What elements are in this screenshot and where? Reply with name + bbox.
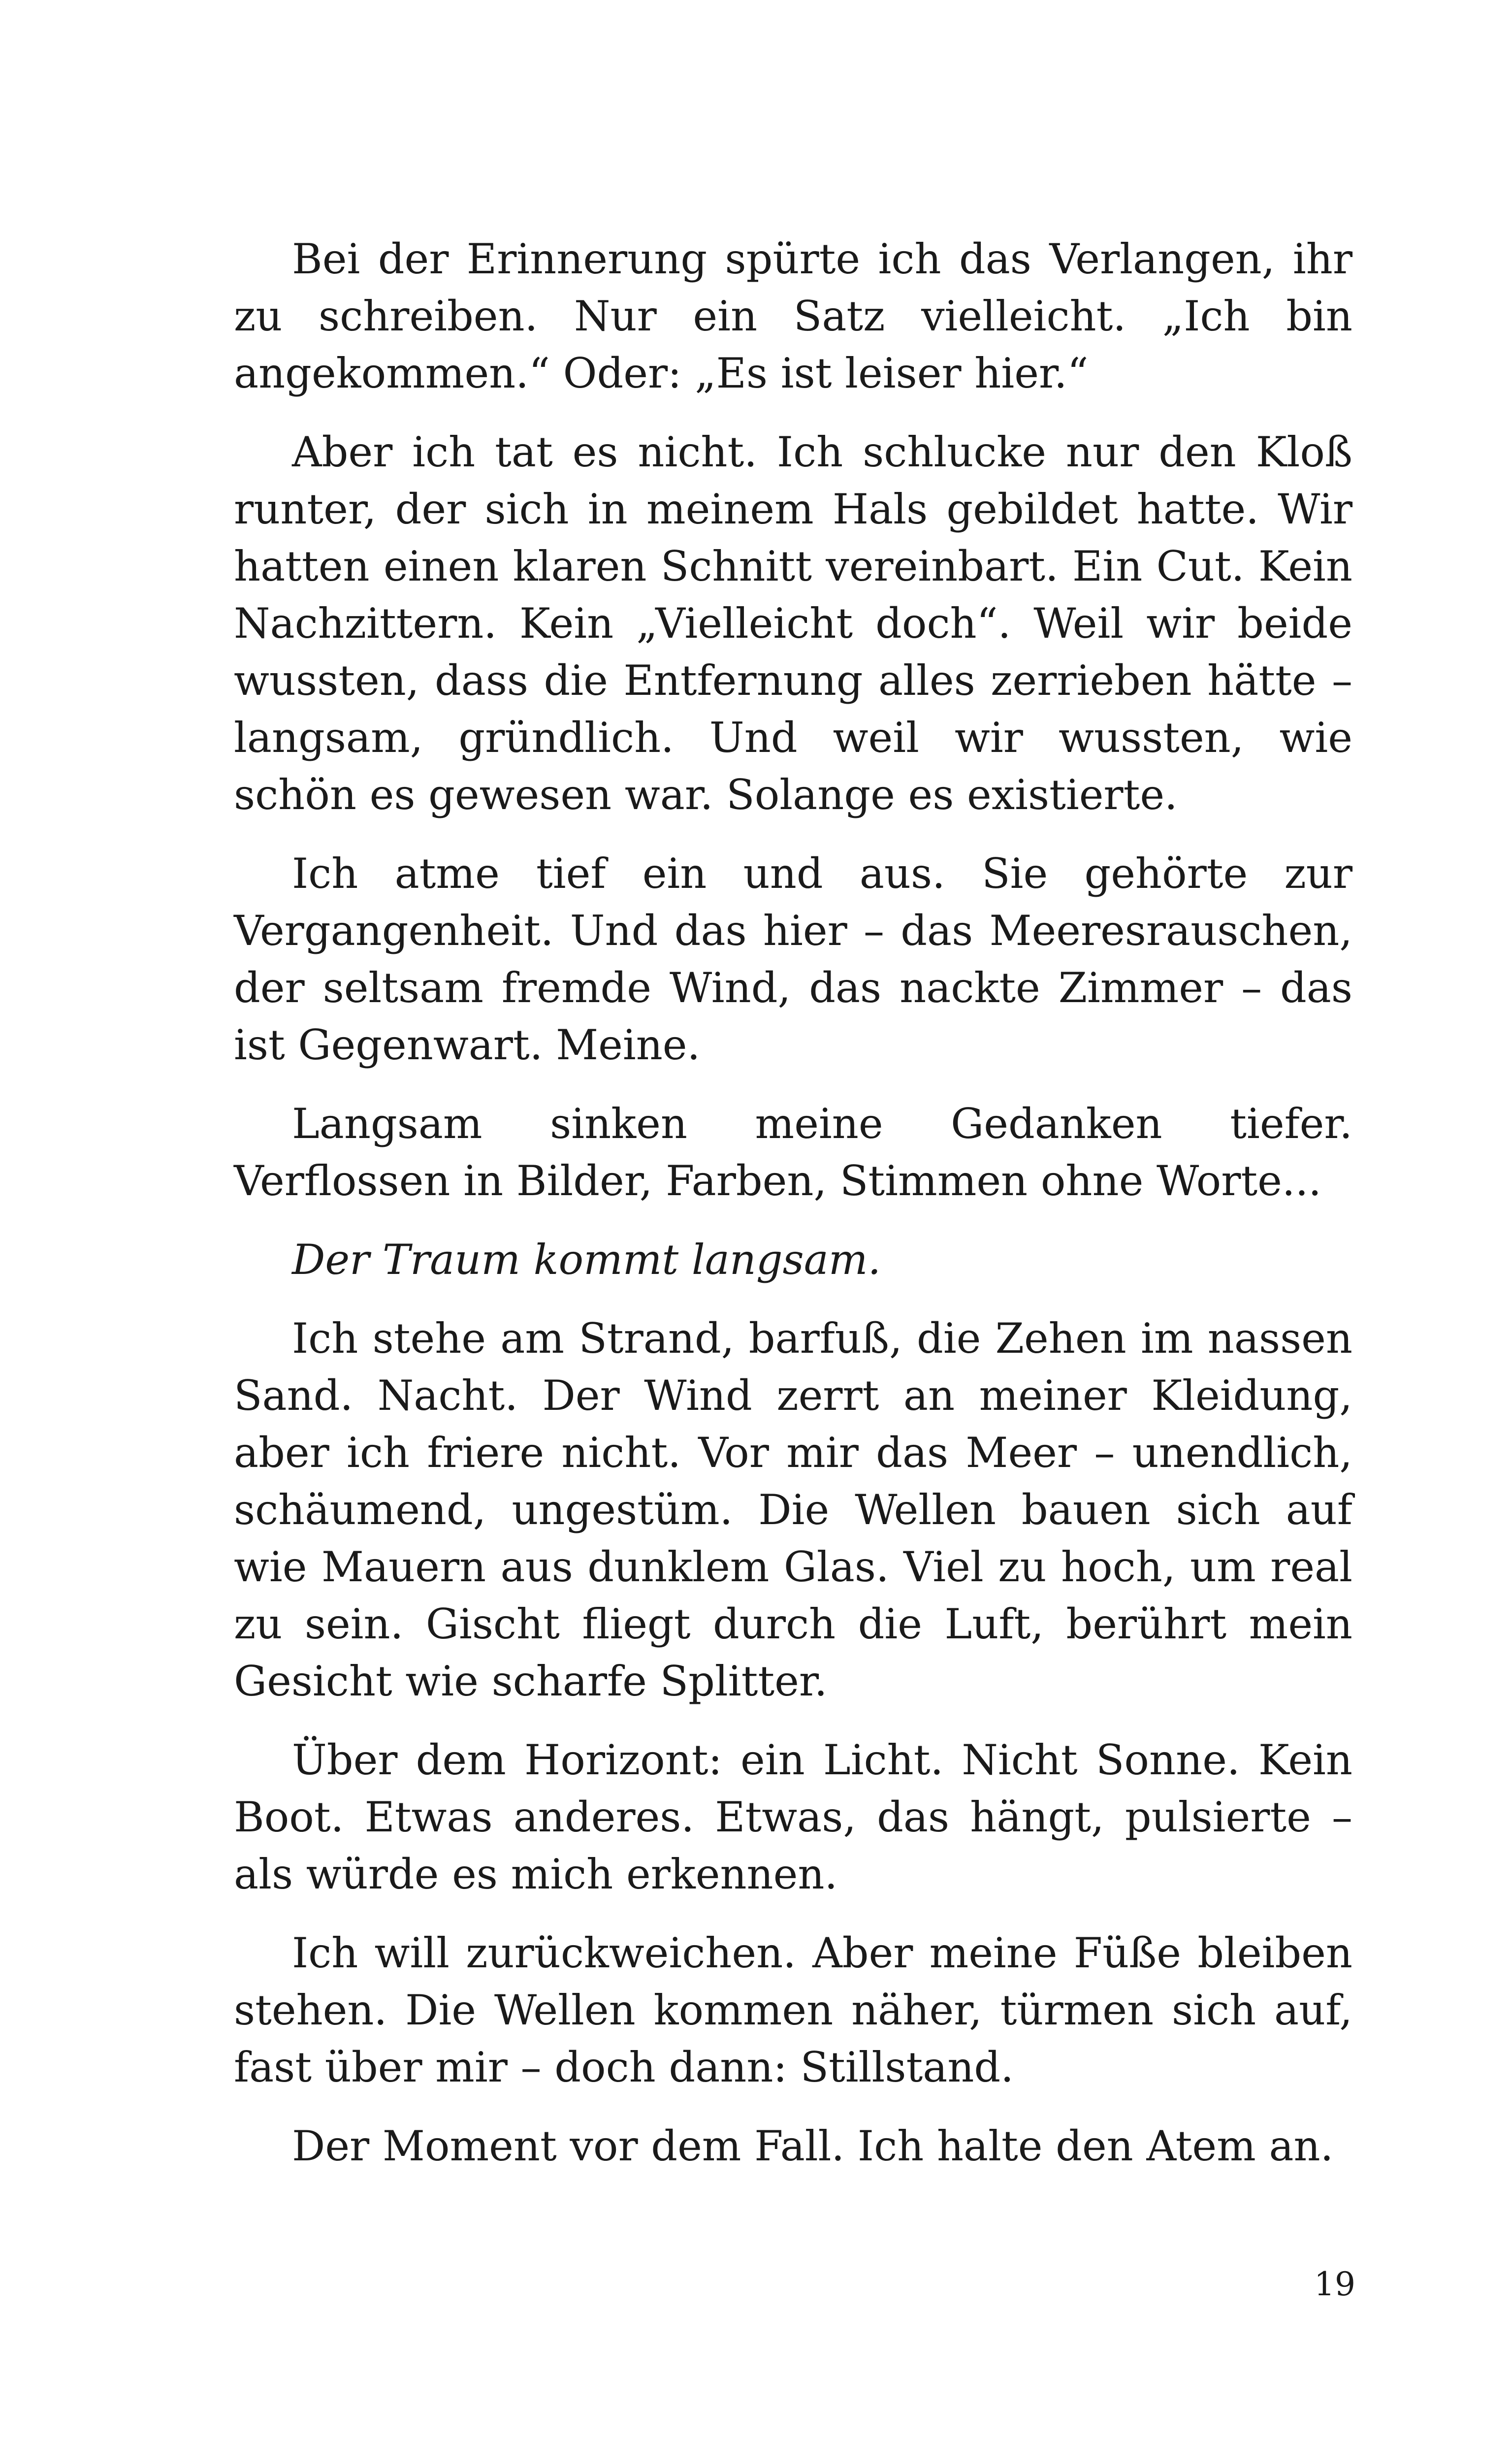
paragraph-6: Ich stehe am Strand, barfuß, die Zehen im nassen Sand. Nacht. Der Wind zerrt an meiner Kleidung, aber ich friere nicht. Vor mir das Meer – unendlich, schäumend, ungestüm. Die Wellen bauen sich auf wie Mauern aus dunklem Glas. Viel zu hoch, um real zu sein. Gischt fliegt durch die Luft, berührt mein Gesicht wie scharfe Splitter. (234, 1314, 1352, 1705)
body-text (234, 230, 1352, 2196)
paragraph-5-italic: Der Traum kommt langsam. (292, 1236, 881, 1284)
paragraph-3: Ich atme tief ein und aus. Sie gehörte zur Vergangenheit. Und das hier – das Meeresrauschen, der seltsam fremde Wind, das nackte Zimmer – das ist Gegenwart. Meine. (234, 849, 1352, 1069)
page-number: 19 (1314, 2265, 1355, 2303)
paragraph-2: Aber ich tat es nicht. Ich schlucke nur den Kloß runter, der sich in meinem Hals gebildet hatte. Wir hatten einen klaren Schnitt vereinbart. Ein Cut. Kein Nachzittern. Kein „Vielleicht doch“. Weil wir beide wussten, dass die Entfernung alles zerrieben hätte – langsam, gründlich. Und weil wir wussten, wie schön es gewesen war. Solange es existierte. (234, 428, 1352, 819)
paragraph-1: Bei der Erinnerung spürte ich das Verlangen, ihr zu schreiben. Nur ein Satz vielleicht. „Ich bin angekommen.“ Oder: „Es ist leiser hier.“ (234, 235, 1352, 397)
paragraph-8: Ich will zurückweichen. Aber meine Füße bleiben stehen. Die Wellen kommen näher, türmen sich auf, fast über mir – doch dann: Stillstand. (234, 1929, 1352, 2091)
paragraph-7: Über dem Horizont: ein Licht. Nicht Sonne. Kein Boot. Etwas anderes. Etwas, das hängt, pulsierte – als würde es mich erkennen. (234, 1736, 1352, 1898)
paragraph-9: Der Moment vor dem Fall. Ich halte den Atem an. (292, 2122, 1334, 2170)
paragraph-4: Langsam sinken meine Gedanken tiefer. Verflossen in Bilder, Farben, Stimmen ohne Worte... (234, 1100, 1352, 1205)
